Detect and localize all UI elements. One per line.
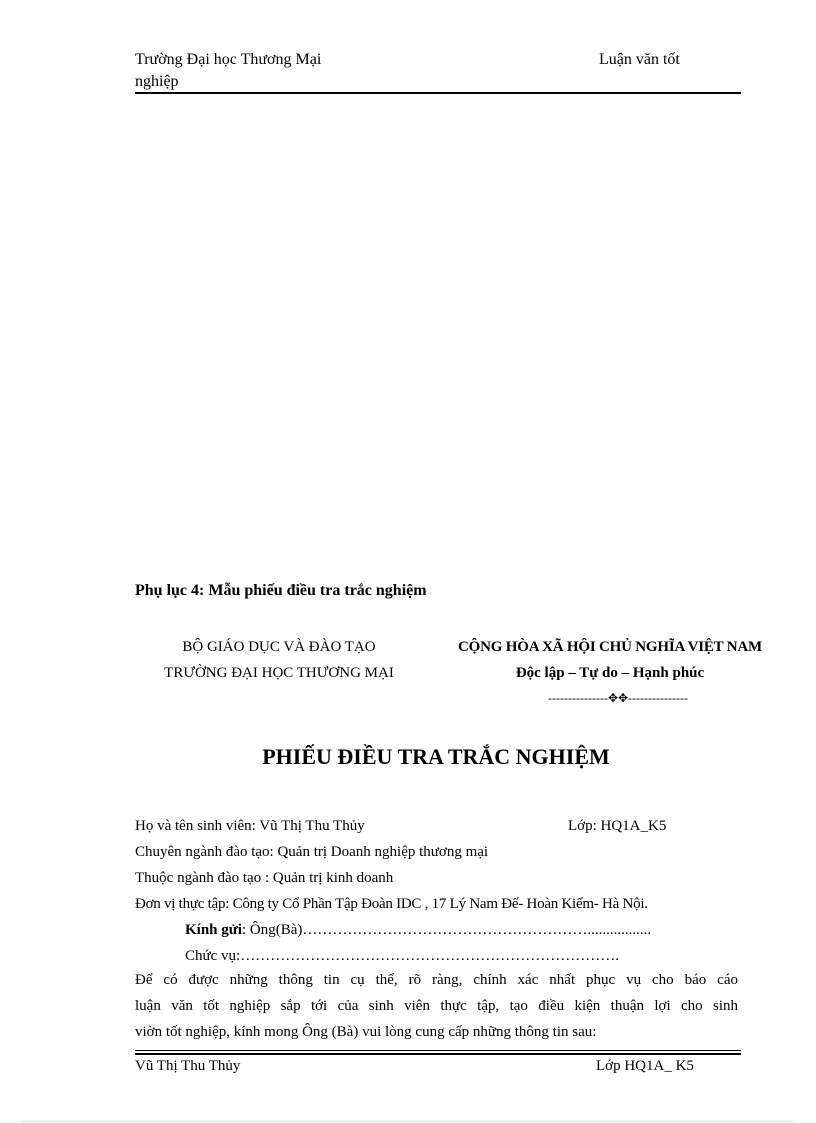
page-edge — [22, 1121, 794, 1122]
footer-rule-bottom — [135, 1053, 741, 1055]
student-class: Lớp: HQ1A_K5 — [568, 818, 667, 834]
header-school: Trường Đại học Thương Mại — [135, 51, 322, 68]
internship-company: Đơn vị thực tập: Công ty Cổ Phần Tập Đoàn IDC , 17 Lý Nam Đế- Hoàn Kiếm- Hà Nội. — [135, 896, 648, 912]
footer-class: Lớp HQ1A_ K5 — [596, 1058, 694, 1074]
header-school-continued: nghiệp — [135, 73, 179, 90]
republic-name: CỘNG HÒA XÃ HỘI CHỦ NGHĨA VIỆT NAM — [458, 639, 762, 655]
field-of-study: Thuộc ngành đào tạo : Quản trị kinh doanh — [135, 870, 394, 886]
ornament-divider: ---------------✥✥--------------- — [548, 691, 688, 705]
ministry-name: BỘ GIÁO DỤC VÀ ĐÀO TẠO — [182, 639, 376, 655]
paragraph-line: luận văn tốt nghiệp sắp tới của sinh viên thực tập, tạo điều kiện thuận lợi cho sinh — [135, 998, 738, 1014]
major: Chuyên ngành đào tạo: Quản trị Doanh nghiệp thương mại — [135, 844, 489, 860]
footer-rule-top — [135, 1050, 741, 1051]
intro-paragraph — [135, 967, 738, 1045]
header-rule — [135, 92, 741, 94]
footer-author: Vũ Thị Thu Thủy — [135, 1058, 241, 1074]
paragraph-line: viờn tốt nghiệp, kính mong Ông (Bà) vui lòng cung cấp những thông tin sau: — [135, 1024, 597, 1040]
paragraph-line: Để có được những thông tin cụ thể, rõ ràng, chính xác nhất phục vụ cho báo cáo — [135, 972, 738, 988]
position-line: Chức vụ:…………………………………………………………………. — [185, 948, 619, 964]
form-title: PHIẾU ĐIỀU TRA TRẮC NGHIỆM — [262, 744, 610, 769]
recipient-label: Kính gửi — [185, 922, 242, 938]
student-name: Họ và tên sinh viên: Vũ Thị Thu Thủy — [135, 818, 365, 834]
header-right: Luận văn tốt — [599, 51, 680, 68]
recipient-value: : Ông(Bà)…………………………………………………................. — [241, 922, 652, 938]
national-motto: Độc lập – Tự do – Hạnh phúc — [515, 665, 705, 681]
university-name: TRƯỜNG ĐẠI HỌC THƯƠNG MẠI — [164, 665, 394, 681]
appendix-title: Phụ lục 4: Mẫu phiếu điều tra trắc nghiệm — [135, 582, 427, 599]
recipient-line — [185, 920, 651, 940]
